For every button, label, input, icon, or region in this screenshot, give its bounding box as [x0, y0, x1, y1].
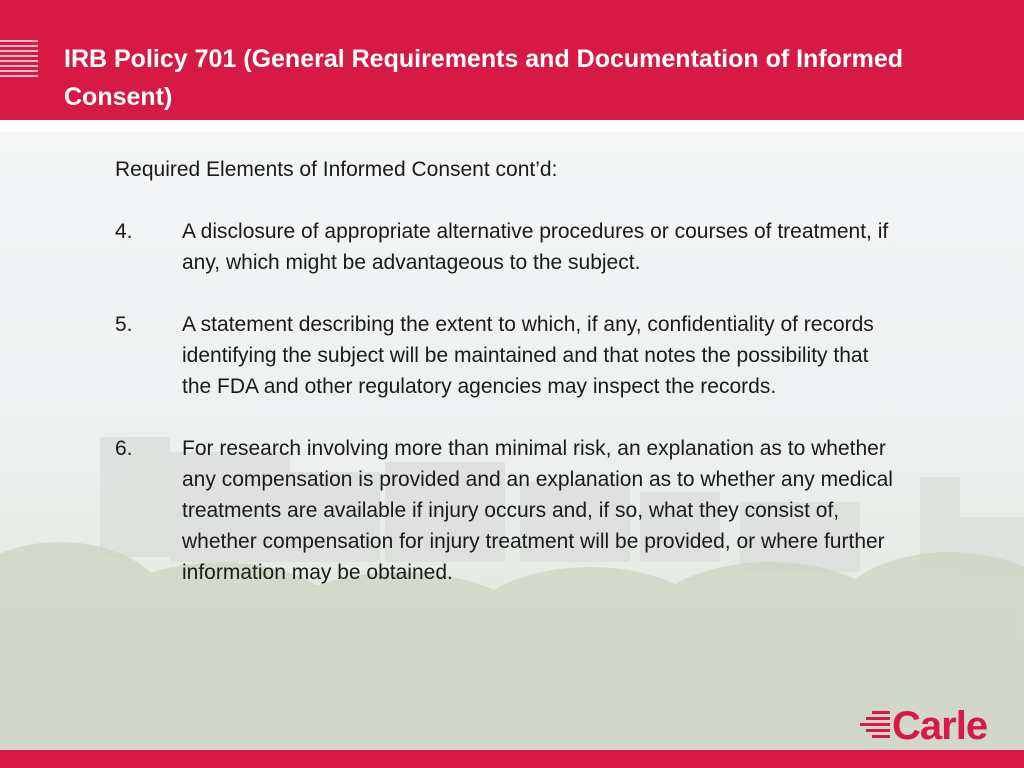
item-number: 4. — [115, 220, 133, 243]
list-item — [115, 309, 915, 402]
footer-bar — [0, 750, 1024, 768]
title-bar — [0, 0, 1024, 120]
logo-stripes-icon — [860, 711, 890, 741]
logo-text: Carle — [892, 704, 988, 748]
item-number: 5. — [115, 313, 133, 336]
slide-body — [115, 154, 915, 619]
item-text: A disclosure of appropriate alternative procedures or courses of treatment, if any, which might be advantageous to the subject. — [182, 220, 889, 274]
divider — [0, 120, 1024, 132]
list-item — [115, 433, 915, 588]
item-text: A statement describing the extent to which, if any, confidentiality of records identifying the subject will be maintained and that notes the possibility that the FDA and other regulatory agencies may inspect the records. — [182, 313, 874, 398]
slide-title: IRB Policy 701 (General Requirements and Documentation of Informed Consent) — [64, 45, 904, 111]
stripes-icon — [0, 40, 38, 80]
item-number: 6. — [115, 437, 133, 460]
carle-logo — [860, 706, 987, 746]
item-text: For research involving more than minimal risk, an explanation as to whether any compensation is provided and an explanation as to whether any medical treatments are available if injury occurs and, if so, what they consist of, whether compensation for injury treatment will be provided, or where further information may be obtained. — [182, 437, 893, 584]
list-item — [115, 216, 915, 278]
section-heading: Required Elements of Informed Consent cont’d: — [115, 158, 558, 181]
